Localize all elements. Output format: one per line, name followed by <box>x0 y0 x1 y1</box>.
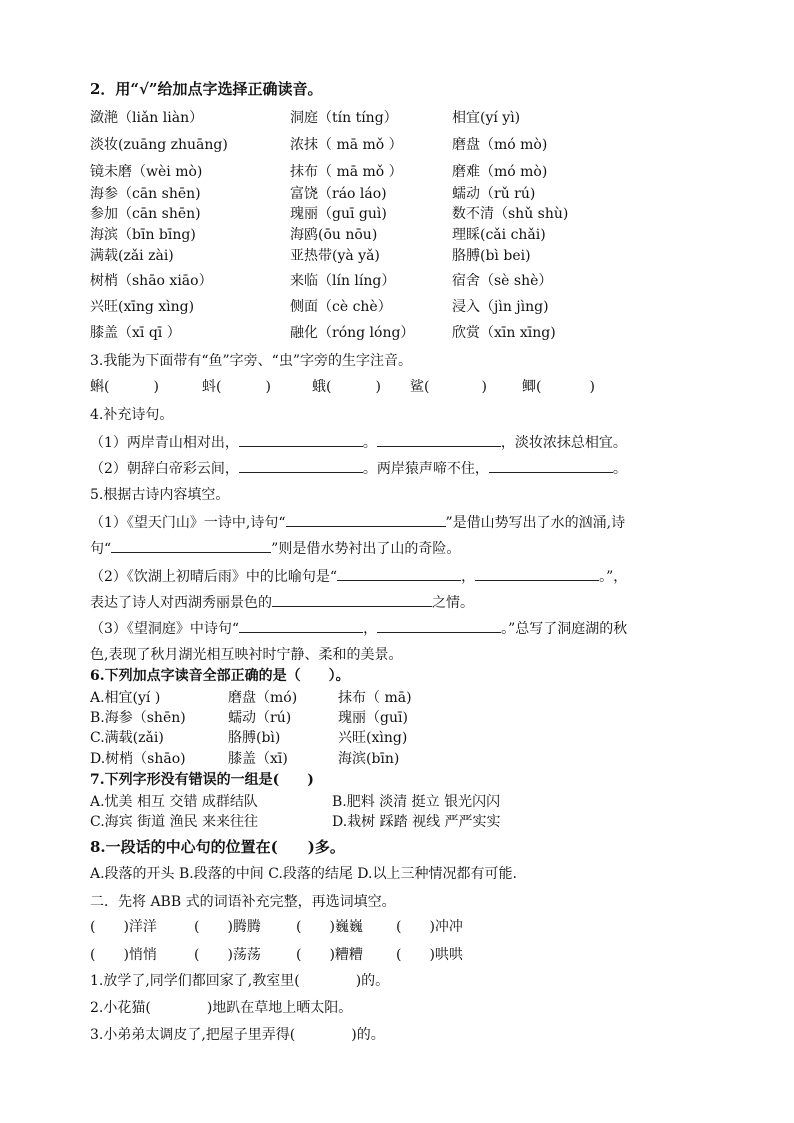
reading-choice-item: 宿舍（sè shè） <box>452 273 553 289</box>
reading-choice-item: 海参（cān shēn) <box>90 186 201 202</box>
reading-choice-item: 来临（lín líng） <box>290 273 396 289</box>
q7-option-a: A.忧美 相互 交错 成群结队 <box>90 794 258 810</box>
q3-item: 鲨( ) <box>410 379 487 395</box>
reading-choice-item: 膝盖（xī qī ） <box>90 325 181 341</box>
reading-choice-item: 参加（cān shēn) <box>90 206 201 222</box>
reading-choice-item: 侧面（cè chè） <box>290 299 392 315</box>
abb-word: ( )糟糟 <box>296 947 363 963</box>
q4-line1: （1）两岸青山相对出， 。 ，淡妆浓抹总相宜。 <box>90 432 627 452</box>
q5-line1: （1）《望天门山》一诗中,诗句“ ”是借山势写出了水的汹涌,诗 <box>90 512 625 532</box>
q7-option-d: D.栽树 踩踏 视线 严严实实 <box>332 814 501 830</box>
q6-option-word: 膝盖（xī) <box>228 751 288 767</box>
reading-choice-item: 富饶（ráo láo) <box>290 186 387 202</box>
q3-item: 鲫( ) <box>522 379 595 395</box>
q7-option-c: C.海宾 街道 渔民 来来往往 <box>90 814 259 830</box>
q5-line4: 表达了诗人对西湖秀丽景色的 之情。 <box>90 592 474 612</box>
q6-option-word: 抹布（ mā) <box>338 690 412 706</box>
abb-word: ( )洋洋 <box>90 919 157 935</box>
reading-choice-item: 瑰丽（guī guì) <box>290 206 387 222</box>
reading-choice-item: 海滨（bīn bīng) <box>90 227 196 243</box>
reading-choice-item: 洞庭（tín tíng） <box>290 110 398 126</box>
reading-choice-item: 蠕动（rǔ rú) <box>452 186 536 202</box>
reading-choice-item: 海鸥(ōu nōu) <box>290 227 378 243</box>
reading-choice-item: 胳膊(bì bei) <box>452 248 531 264</box>
q6-option-word: 海滨(bīn) <box>338 751 400 767</box>
reading-choice-item: 数不清（shǔ shù) <box>452 206 569 222</box>
reading-choice-item: 兴旺(xīng xìng) <box>90 299 195 315</box>
fill-sentence-1: 1.放学了,同学们都回家了,教室里( )的。 <box>90 973 390 989</box>
abb-word: ( )哄哄 <box>396 947 463 963</box>
q8-title: 8.一段话的中心句的位置在( )多。 <box>90 838 345 856</box>
q4-title: 4.补充诗句。 <box>90 407 174 423</box>
q6-option-word: 胳膊(bì) <box>228 730 281 746</box>
q6-option-word: 兴旺(xìng) <box>338 730 408 746</box>
reading-choice-item: 抹布（ mā mǒ ） <box>290 164 403 180</box>
q6-option-label: C.满载(zǎi) <box>90 730 164 746</box>
abb-word: ( )悄悄 <box>90 947 157 963</box>
reading-choice-item: 欣赏（xīn xīng) <box>452 325 556 341</box>
q6-option-word: 瑰丽（guī) <box>338 710 408 726</box>
reading-choice-item: 理睬(cǎi chǎi) <box>452 227 546 243</box>
q6-option-label: A.相宜(yí ) <box>90 690 161 706</box>
q6-option-word: 蠕动（rú) <box>228 710 292 726</box>
abb-word: ( )荡荡 <box>194 947 261 963</box>
q5-title: 5.根据古诗内容填空。 <box>90 487 230 503</box>
q8-options: A.段落的开头 B.段落的中间 C.段落的结尾 D.以上三种情况都有可能. <box>90 866 517 882</box>
fill-sentence-2: 2.小花猫( )地趴在草地上晒太阳。 <box>90 1000 353 1016</box>
q3-title: 3.我能为下面带有“鱼”字旁、“虫”字旁的生字注音。 <box>90 353 412 369</box>
q3-item: 蝌( ) <box>90 379 159 395</box>
q7-title: 7.下列字形没有错误的一组是( ) <box>90 772 314 788</box>
q5-line3: （2）《饮湖上初晴后雨》中的比喻句是“ ， 。”， <box>90 566 627 586</box>
abb-word: ( )腾腾 <box>194 919 261 935</box>
reading-choice-item: 融化（róng lóng） <box>290 325 415 341</box>
fill-sentence-3: 3.小弟弟太调皮了,把屋子里弄得( )的。 <box>90 1027 385 1043</box>
section2-title: 二．先将 ABB 式的词语补充完整，再选词填空。 <box>90 894 396 910</box>
q5-line6: 色,表现了秋月湖光相互映衬时宁静、柔和的美景。 <box>90 647 403 663</box>
q7-option-b: B.肥料 淡清 挺立 银光闪闪 <box>332 794 501 810</box>
q6-option-label: D.树梢（shāo) <box>90 751 186 767</box>
reading-choice-item: 潋滟（liǎn liàn） <box>90 110 204 126</box>
reading-choice-item: 树梢（shāo xiāo） <box>90 273 213 289</box>
q6-title: 6.下列加点字读音全部正确的是（ ）。 <box>90 668 350 684</box>
q4-line2: （2）朝辞白帝彩云间， 。两岸猿声啼不住， 。 <box>90 458 627 478</box>
q5-line2: 句“ ”则是借水势衬出了山的奇险。 <box>90 538 460 558</box>
reading-choice-item: 磨难（mó mò) <box>452 164 548 180</box>
q5-line5: （3）《望洞庭》中诗句“ ， 。”总写了洞庭湖的秋 <box>90 618 627 638</box>
abb-word: ( )冲冲 <box>396 919 463 935</box>
reading-choice-item: 浸入（jìn jìng) <box>452 299 549 315</box>
reading-choice-item: 亚热带(yà yǎ) <box>290 248 380 264</box>
reading-choice-item: 淡妆(zuāng zhuāng) <box>90 137 228 153</box>
q3-item: 蚪( ) <box>202 379 271 395</box>
reading-choice-item: 满载(zǎi zài) <box>90 248 174 264</box>
reading-choice-item: 相宜(yí yì) <box>452 110 521 126</box>
reading-choice-item: 磨盘（mó mò) <box>452 137 548 153</box>
reading-choice-item: 浓抹（ mā mǒ ） <box>290 137 403 153</box>
q6-option-word: 磨盘（mó) <box>228 690 298 706</box>
reading-choice-item: 镜未磨（wèi mò) <box>90 164 203 180</box>
q3-item: 蛾( ) <box>312 379 381 395</box>
abb-word: ( )巍巍 <box>296 919 363 935</box>
q6-option-label: B.海参（shēn) <box>90 710 186 726</box>
q2-title: 2．用“√”给加点字选择正确读音。 <box>90 80 323 98</box>
